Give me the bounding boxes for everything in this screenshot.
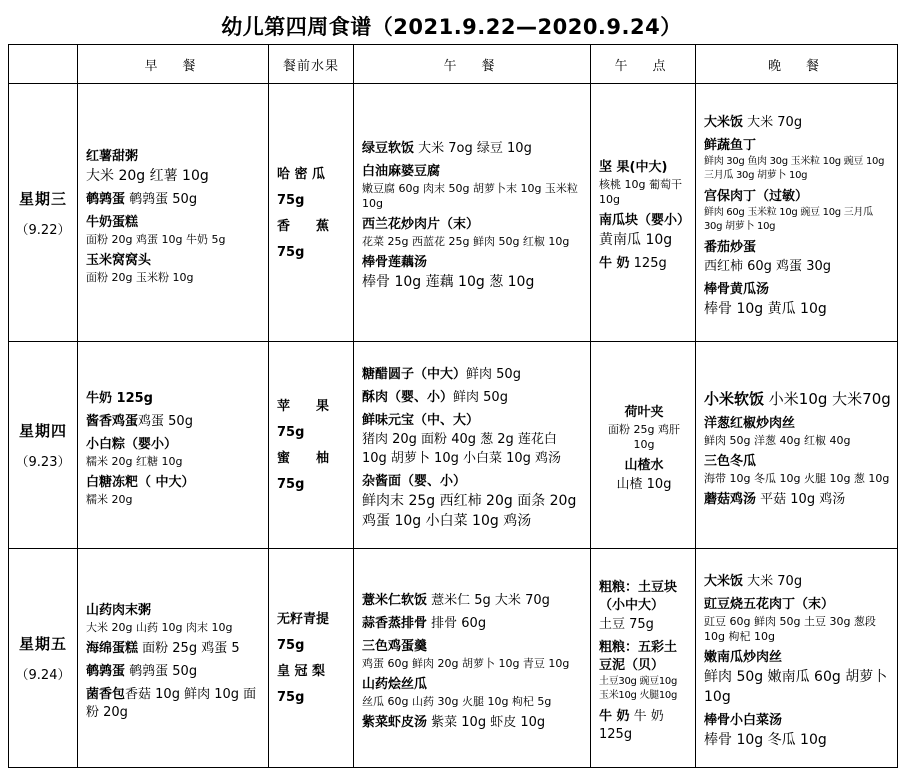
breakfast-content <box>78 139 268 287</box>
day-cell <box>9 84 78 342</box>
lunch-content <box>354 583 590 734</box>
dinner-ingredients: 豇豆 60g 鲜肉 50g 土豆 30g 葱段 10g 枸杞 10g <box>704 615 876 643</box>
fruit-item: 苹 果 <box>277 399 330 414</box>
dinner-dish-name: 三色冬瓜 <box>704 454 757 469</box>
snack-cell <box>591 84 696 342</box>
breakfast-cell <box>78 549 269 768</box>
menu-row <box>9 549 898 768</box>
fruit-cell <box>269 84 354 342</box>
breakfast-dish-detail: 鸡蛋 50g <box>138 414 193 429</box>
lunch-dish-detail: 薏米仁 5g 大米 70g <box>427 592 550 608</box>
lunch-ingredients: 嫩豆腐 60g 肉末 50g 胡萝卜末 10g 玉米粒 10g <box>362 182 578 210</box>
snack-content <box>591 395 695 496</box>
dinner-dish-name: 番茄炒蛋 <box>704 239 757 255</box>
lunch-cell <box>354 342 591 549</box>
lunch-dish-name: 紫菜虾皮汤 紫菜 10g 虾皮 10g <box>362 714 546 730</box>
lunch-dish-detail: 紫菜 10g 虾皮 10g <box>427 714 546 730</box>
dinner-ingredients: 西红柿 60g 鸡蛋 30g <box>704 258 831 274</box>
lunch-dish-name: 三色鸡蛋羹 <box>362 638 428 654</box>
breakfast-ingredients: 大米 20g 山药 10g 肉末 10g <box>86 620 233 634</box>
breakfast-ingredients: 面粉 20g 玉米粉 10g <box>86 270 194 284</box>
lunch-dish-name: 糖醋圆子（中大）鲜肉 50g <box>362 367 521 382</box>
dinner-dish-name: 嫩南瓜炒肉丝 <box>704 650 783 665</box>
lunch-dish-name: 鲜味元宝（中、大） <box>362 413 480 428</box>
snack-ingredients: 土豆30g 豌豆10g 玉米10g 火腿10g <box>599 676 678 701</box>
fruit-item: 香 蕉 <box>277 218 330 234</box>
snack-dish-name: 坚 果(中大) <box>599 160 668 175</box>
breakfast-dish-detail: 鹌鹑蛋 50g <box>125 663 198 679</box>
fruit-item: 75g <box>277 192 305 208</box>
dinner-cell <box>696 549 898 768</box>
lunch-ingredients: 花菜 25g 西蓝花 25g 鲜肉 50g 红椒 10g <box>362 235 570 248</box>
fruit-content <box>269 158 353 268</box>
dinner-dish-name: 鲜蔬鱼丁 <box>704 137 757 153</box>
lunch-dish-name: 杂酱面（婴、小） <box>362 474 467 489</box>
fruit-cell <box>269 549 354 768</box>
dinner-ingredients: 棒骨 10g 黄瓜 10g <box>704 300 827 317</box>
breakfast-dish-detail: 鹌鹑蛋 50g <box>125 191 198 207</box>
menu-row <box>9 342 898 549</box>
snack-ingredients: 山楂 10g <box>616 476 672 492</box>
breakfast-content <box>78 593 268 724</box>
dinner-dish-name: 棒骨黄瓜汤 <box>704 281 770 297</box>
breakfast-dish-name: 红薯甜粥 <box>86 148 139 164</box>
breakfast-dish-name: 酱香鸡蛋鸡蛋 50g <box>86 414 193 429</box>
lunch-dish-name: 白油麻婆豆腐 <box>362 164 441 179</box>
dinner-content <box>696 105 897 321</box>
day-cell <box>9 549 78 768</box>
dinner-dish-detail: 大米 70g <box>743 114 803 130</box>
lunch-dish-name: 薏米仁软饭 薏米仁 5g 大米 70g <box>362 592 550 608</box>
snack-dish-name: 牛 奶 牛 奶 125g <box>599 709 664 742</box>
header-snack: 午 点 <box>591 45 696 84</box>
lunch-dish-name: 酥肉（婴、小）鲜肉 50g <box>362 390 508 405</box>
lunch-dish-detail: 大米 7og 绿豆 10g <box>414 141 532 156</box>
dinner-content <box>696 564 897 752</box>
fruit-cell <box>269 342 354 549</box>
fruit-item: 75g <box>277 690 305 705</box>
breakfast-dish-detail: 香菇 10g 鲜肉 10g 面粉 20g <box>86 686 257 720</box>
breakfast-dish-detail: 面粉 25g 鸡蛋 5 <box>138 640 240 656</box>
lunch-dish-detail: 鲜肉 50g <box>453 390 508 405</box>
snack-cell <box>591 549 696 768</box>
dinner-dish-name: 豇豆烧五花肉丁（末） <box>704 597 835 612</box>
day-date: （9.23） <box>15 455 71 470</box>
lunch-content <box>354 357 590 533</box>
snack-ingredients: 土豆 75g <box>599 617 654 632</box>
fruit-content <box>269 603 353 713</box>
dinner-dish-name: 洋葱红椒炒肉丝 <box>704 416 796 431</box>
lunch-dish-name: 棒骨莲藕汤 <box>362 255 428 270</box>
fruit-item: 皇 冠 梨 <box>277 664 326 679</box>
breakfast-ingredients: 糯米 20g <box>86 493 133 506</box>
snack-dish-detail: 125g <box>629 256 667 271</box>
dinner-ingredients: 棒骨 10g 冬瓜 10g <box>704 732 827 748</box>
breakfast-dish-name: 牛奶 125g <box>86 391 153 406</box>
fruit-item: 75g <box>277 244 305 260</box>
header-row <box>9 45 898 84</box>
lunch-ingredients: 鲜肉末 25g 西红柿 20g 面条 20g 鸡蛋 10g 小白菜 10g 鸡汤 <box>362 493 577 529</box>
snack-dish-name: 牛 奶 125g <box>599 256 667 271</box>
lunch-dish-detail: 排骨 60g <box>427 615 487 631</box>
breakfast-dish-name: 海绵蛋糕 面粉 25g 鸡蛋 5 <box>86 640 240 656</box>
lunch-ingredients: 丝瓜 60g 山药 30g 火腿 10g 枸杞 5g <box>362 694 552 708</box>
breakfast-ingredients: 糯米 20g 红糖 10g <box>86 455 183 468</box>
breakfast-dish-name: 菌香包香菇 10g 鲜肉 10g 面粉 20g <box>86 686 257 720</box>
lunch-cell <box>354 549 591 768</box>
page-title: 幼儿第四周食谱（2021.9.22—2020.9.24） <box>221 15 682 39</box>
breakfast-dish-name: 牛奶蛋糕 <box>86 214 139 230</box>
header-breakfast: 早 餐 <box>78 45 269 84</box>
breakfast-content <box>78 381 268 509</box>
snack-ingredients: 面粉 25g 鸡肝 10g <box>608 422 680 451</box>
fruit-item: 75g <box>277 477 305 492</box>
fruit-item: 75g <box>277 425 305 440</box>
lunch-dish-name: 绿豆软饭 大米 7og 绿豆 10g <box>362 141 532 156</box>
header-corner <box>9 45 78 84</box>
snack-dish-name: 山楂水 <box>624 457 664 473</box>
fruit-item: 75g <box>277 638 305 653</box>
breakfast-dish-name: 鹌鹑蛋 鹌鹑蛋 50g <box>86 191 198 207</box>
dinner-ingredients: 鲜肉 50g 洋葱 40g 红椒 40g <box>704 434 851 447</box>
lunch-content <box>354 131 590 294</box>
dinner-ingredients: 鲜肉 60g 玉米粒 10g 豌豆 10g 三月瓜 30g 胡萝卜 10g <box>704 206 873 232</box>
dinner-dish-name: 棒骨小白菜汤 <box>704 713 783 728</box>
dinner-dish-name: 小米软饭 小米10g 大米70g <box>704 390 891 408</box>
lunch-dish-name: 蒜香蒸排骨 排骨 60g <box>362 615 487 631</box>
day-name: 星期五 <box>18 635 67 653</box>
lunch-ingredients: 鸡蛋 60g 鲜肉 20g 胡萝卜 10g 青豆 10g <box>362 656 570 670</box>
breakfast-dish-name: 山药肉末粥 <box>86 602 152 618</box>
dinner-dish-name: 大米饭 大米 70g <box>704 114 803 130</box>
snack-dish-detail: 牛 奶 125g <box>599 709 664 742</box>
day-name: 星期四 <box>18 422 67 440</box>
dinner-ingredients: 鲜肉 50g 嫩南瓜 60g 胡萝卜 10g <box>704 669 888 705</box>
snack-content <box>591 570 695 746</box>
lunch-ingredients: 猪肉 20g 面粉 40g 葱 2g 莲花白 10g 胡萝卜 10g 小白菜 10g 鸡汤 <box>362 432 562 466</box>
dinner-ingredients: 海带 10g 冬瓜 10g 火腿 10g 葱 10g <box>704 472 890 485</box>
breakfast-dish-name: 小白粽（婴小） <box>86 437 178 452</box>
menu-row <box>9 84 898 342</box>
dinner-content <box>696 379 897 511</box>
day-cell <box>9 342 78 549</box>
header-lunch: 午 餐 <box>354 45 591 84</box>
dinner-dish-detail: 大米 70g <box>743 574 803 589</box>
snack-ingredients: 核桃 10g 葡萄干 10g <box>599 178 682 206</box>
lunch-dish-name: 西兰花炒肉片（末） <box>362 217 480 232</box>
menu-table <box>8 44 898 768</box>
header-dinner: 晚 餐 <box>696 45 898 84</box>
lunch-dish-name: 山药烩丝瓜 <box>362 676 428 692</box>
snack-content <box>591 150 695 275</box>
breakfast-ingredients: 面粉 20g 鸡蛋 10g 牛奶 5g <box>86 232 226 246</box>
breakfast-ingredients: 大米 20g 红薯 10g <box>86 167 209 184</box>
day-date: （9.24） <box>15 668 71 683</box>
lunch-ingredients: 棒骨 10g 莲藕 10g 葱 10g <box>362 274 535 290</box>
fruit-item: 哈 密 瓜 <box>277 166 326 182</box>
day-date: （9.22） <box>15 222 71 238</box>
snack-dish-name: 荷叶夹 <box>624 404 664 420</box>
snack-ingredients: 黄南瓜 10g <box>599 232 673 248</box>
dinner-dish-detail: 小米10g 大米70g <box>764 390 891 408</box>
breakfast-dish-name: 玉米窝窝头 <box>86 252 152 268</box>
day-name: 星期三 <box>18 189 67 208</box>
dinner-cell <box>696 84 898 342</box>
breakfast-dish-name: 鹌鹑蛋 鹌鹑蛋 50g <box>86 663 198 679</box>
snack-dish-name: 粗粮：土豆块（小中大） <box>599 580 678 613</box>
snack-cell <box>591 342 696 549</box>
lunch-cell <box>354 84 591 342</box>
lunch-dish-detail: 鲜肉 50g <box>466 367 521 382</box>
dinner-dish-detail: 平菇 10g 鸡汤 <box>756 492 846 507</box>
fruit-item: 蜜 柚 <box>277 451 330 466</box>
dinner-ingredients: 鲜肉 30g 鱼肉 30g 玉米粒 10g 豌豆 10g 三月瓜 30g 胡萝卜 10g <box>704 155 885 181</box>
header-fruit: 餐前水果 <box>269 45 354 84</box>
snack-dish-name: 南瓜块（婴小） <box>599 213 691 228</box>
fruit-item: 无籽青提 <box>277 612 330 627</box>
dinner-dish-name: 宫保肉丁（过敏） <box>704 188 809 204</box>
dinner-cell <box>696 342 898 549</box>
dinner-dish-name: 大米饭 大米 70g <box>704 574 803 589</box>
dinner-dish-name: 蘑菇鸡汤 平菇 10g 鸡汤 <box>704 492 846 507</box>
breakfast-cell <box>78 84 269 342</box>
breakfast-dish-name: 白糖冻粑（ 中大） <box>86 475 195 490</box>
breakfast-cell <box>78 342 269 549</box>
snack-dish-name: 粗粮：五彩土豆泥（贝） <box>599 640 678 673</box>
fruit-content <box>269 390 353 500</box>
